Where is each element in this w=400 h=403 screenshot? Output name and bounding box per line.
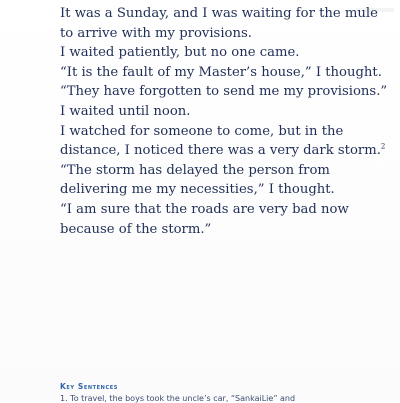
story-line: I waited until noon. <box>60 103 191 119</box>
story-text <box>60 4 390 239</box>
story-line: because of the storm.” <box>60 221 212 237</box>
story-line: “It is the fault of my Master’s house,” I thought. <box>60 64 382 80</box>
story-line: “They have forgotten to send me my provisions.” <box>60 84 388 100</box>
story-line: “The storm has delayed the person from <box>60 162 330 178</box>
key-sentence-partial <box>60 394 360 403</box>
story-line: “I am sure that the roads are very bad now <box>60 201 349 217</box>
story-line: I waited patiently, but no one came. <box>60 45 300 61</box>
footnote-mark: 2 <box>380 142 386 151</box>
story-line: delivering me my necessities,” I thought. <box>60 182 335 198</box>
story-line: I watched for someone to come, but in the <box>60 123 344 139</box>
story-line-text: distance, I noticed there was a very dark storm. <box>60 143 381 159</box>
key-sentences-heading: Key Sentences <box>60 382 118 391</box>
story-line-with-footnote <box>60 141 390 161</box>
story-line: to arrive with my provisions. <box>60 25 252 41</box>
key-sentence-text: 1. To travel, the boys took the uncle’s car, “SankaiLie” and <box>60 394 296 403</box>
story-line: It was a Sunday, and I was waiting for the mule <box>60 6 378 21</box>
